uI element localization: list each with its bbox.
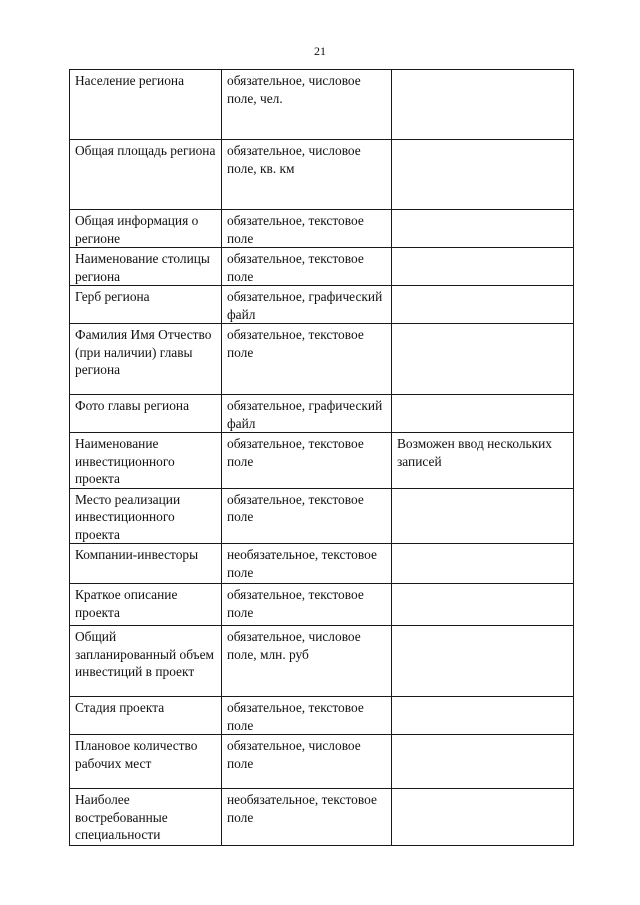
field-name-cell: Наименование инвестиционного проекта bbox=[70, 433, 222, 489]
field-note-cell: Возможен ввод нескольких записей bbox=[392, 433, 574, 489]
field-type-cell: обязательное, текстовое поле bbox=[222, 433, 392, 489]
field-name-cell: Наименование столицы региона bbox=[70, 248, 222, 286]
field-note-cell bbox=[392, 324, 574, 395]
field-type-cell: обязательное, текстовое поле bbox=[222, 697, 392, 735]
field-name-cell: Фото главы региона bbox=[70, 395, 222, 433]
field-name-cell: Общая площадь региона bbox=[70, 140, 222, 210]
field-name-cell: Место реализации инвестиционного проекта bbox=[70, 488, 222, 544]
field-type-cell: необязательное, текстовое поле bbox=[222, 789, 392, 846]
field-note-cell bbox=[392, 248, 574, 286]
field-type-cell: обязательное, текстовое поле bbox=[222, 210, 392, 248]
field-name-cell: Краткое описание проекта bbox=[70, 584, 222, 626]
field-type-cell: обязательное, числовое поле, кв. км bbox=[222, 140, 392, 210]
field-type-cell: обязательное, графический файл bbox=[222, 286, 392, 324]
field-note-cell bbox=[392, 286, 574, 324]
field-name-cell: Герб региона bbox=[70, 286, 222, 324]
field-name-cell: Общая информация о регионе bbox=[70, 210, 222, 248]
field-type-cell: необязательное, текстовое поле bbox=[222, 544, 392, 584]
field-name-cell: Компании-инвесторы bbox=[70, 544, 222, 584]
field-note-cell bbox=[392, 210, 574, 248]
field-type-cell: обязательное, числовое поле, млн. руб bbox=[222, 626, 392, 697]
table-row bbox=[70, 735, 574, 789]
field-note-cell bbox=[392, 140, 574, 210]
table-row bbox=[70, 248, 574, 286]
field-type-cell: обязательное, текстовое поле bbox=[222, 584, 392, 626]
field-note-cell bbox=[392, 626, 574, 697]
table-row bbox=[70, 395, 574, 433]
table-row bbox=[70, 789, 574, 846]
field-note-cell bbox=[392, 488, 574, 544]
field-note-cell bbox=[392, 395, 574, 433]
field-type-cell: обязательное, графический файл bbox=[222, 395, 392, 433]
table-row bbox=[70, 697, 574, 735]
table-row bbox=[70, 286, 574, 324]
field-spec-table bbox=[69, 69, 574, 846]
table-row bbox=[70, 544, 574, 584]
field-note-cell bbox=[392, 789, 574, 846]
table-row bbox=[70, 433, 574, 489]
field-type-cell: обязательное, текстовое поле bbox=[222, 248, 392, 286]
field-name-cell: Плановое количество рабочих мест bbox=[70, 735, 222, 789]
field-note-cell bbox=[392, 735, 574, 789]
field-type-cell: обязательное, числовое поле, чел. bbox=[222, 70, 392, 140]
table-row bbox=[70, 488, 574, 544]
field-note-cell bbox=[392, 584, 574, 626]
table-row bbox=[70, 210, 574, 248]
table-row bbox=[70, 324, 574, 395]
field-name-cell: Население региона bbox=[70, 70, 222, 140]
field-name-cell: Наиболее востребованные специальности bbox=[70, 789, 222, 846]
field-type-cell: обязательное, текстовое поле bbox=[222, 324, 392, 395]
field-note-cell bbox=[392, 70, 574, 140]
field-note-cell bbox=[392, 697, 574, 735]
table-row bbox=[70, 584, 574, 626]
field-name-cell: Фамилия Имя Отчество (при наличии) главы региона bbox=[70, 324, 222, 395]
table-row bbox=[70, 626, 574, 697]
field-name-cell: Общий запланированный объем инвестиций в проект bbox=[70, 626, 222, 697]
field-type-cell: обязательное, числовое поле bbox=[222, 735, 392, 789]
field-name-cell: Стадия проекта bbox=[70, 697, 222, 735]
field-type-cell: обязательное, текстовое поле bbox=[222, 488, 392, 544]
page-number: 21 bbox=[314, 44, 326, 58]
table-row bbox=[70, 70, 574, 140]
field-note-cell bbox=[392, 544, 574, 584]
table-row bbox=[70, 140, 574, 210]
